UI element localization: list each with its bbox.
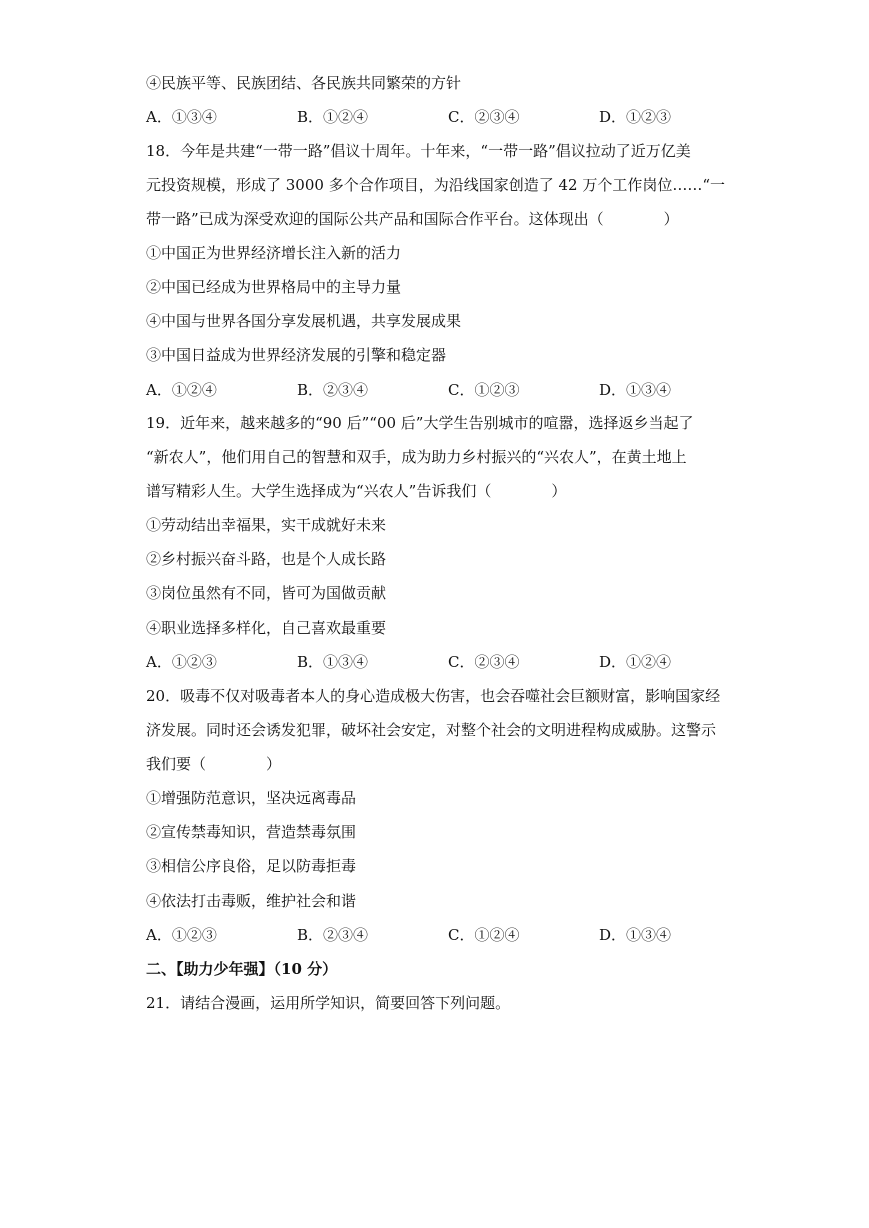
- q18-option-d[interactable]: D．①③④: [599, 381, 672, 399]
- section-2-heading: 二、【助力少年强】（10 分）: [146, 960, 338, 978]
- q18-option-c[interactable]: C．①②③: [448, 381, 520, 399]
- q20-stem-line-1: 20．吸毒不仅对吸毒者本人的身心造成极大伤害，也会吞噬社会巨额财富，影响国家经: [146, 687, 721, 705]
- q18-option-b[interactable]: B．②③④: [297, 381, 369, 399]
- q19-stem-line-2: “新农人”，他们用自己的智慧和双手，成为助力乡村振兴的“兴农人”，在黄土地上: [146, 448, 687, 466]
- q17-option-d[interactable]: D．①②③: [599, 108, 672, 126]
- q18-stem-line-2: 元投资规模，形成了 3000 多个合作项目，为沿线国家创造了 42 万个工作岗位……“一: [146, 176, 726, 194]
- q20-options: [146, 925, 746, 945]
- q20-stem-line-2: 济发展。同时还会诱发犯罪，破坏社会安定，对整个社会的文明进程构成威胁。这警示: [146, 721, 717, 739]
- q20-statement-4: ④依法打击毒贩，维护社会和谐: [146, 892, 357, 910]
- q20-option-d[interactable]: D．①③④: [599, 926, 672, 944]
- q19-stem-line-3: 谱写精彩人生。大学生选择成为“兴农人”告诉我们（ ）: [146, 482, 567, 500]
- q17-option-a[interactable]: A．①③④: [146, 108, 217, 126]
- q18-option-a[interactable]: A．①②④: [146, 381, 217, 399]
- q20-statement-2: ②宣传禁毒知识，营造禁毒氛围: [146, 823, 357, 841]
- q20-statement-1: ①增强防范意识，坚决远离毒品: [146, 789, 357, 807]
- q20-option-b[interactable]: B．②③④: [297, 926, 369, 944]
- q19-statement-1: ①劳动结出幸福果，实干成就好未来: [146, 516, 387, 534]
- q18-stem-line-1: 18．今年是共建“一带一路”倡议十周年。十年来，“一带一路”倡议拉动了近万亿美: [146, 142, 691, 160]
- q19-statement-4: ④职业选择多样化，自己喜欢最重要: [146, 619, 387, 637]
- q19-options: [146, 652, 746, 672]
- q18-statement-3: ③中国日益成为世界经济发展的引擎和稳定器: [146, 346, 447, 364]
- q19-option-b[interactable]: B．①③④: [297, 653, 369, 671]
- q18-statement-4: ④中国与世界各国分享发展机遇，共享发展成果: [146, 312, 462, 330]
- q19-stem-line-1: 19．近年来，越来越多的“90 后”“00 后”大学生告别城市的喧嚣，选择返乡当起了: [146, 414, 694, 432]
- q20-option-a[interactable]: A．①②③: [146, 926, 217, 944]
- q18-statement-1: ①中国正为世界经济增长注入新的活力: [146, 244, 402, 262]
- q17-options: [146, 107, 746, 127]
- q20-statement-3: ③相信公序良俗，足以防毒拒毒: [146, 857, 357, 875]
- q19-option-d[interactable]: D．①②④: [599, 653, 672, 671]
- q18-statement-2: ②中国已经成为世界格局中的主导力量: [146, 278, 402, 296]
- q17-statement-4: ④民族平等、民族团结、各民族共同繁荣的方针: [146, 74, 462, 92]
- q19-statement-3: ③岗位虽然有不同，皆可为国做贡献: [146, 584, 387, 602]
- q19-statement-2: ②乡村振兴奋斗路，也是个人成长路: [146, 550, 387, 568]
- q18-stem-line-3: 带一路”已成为深受欢迎的国际公共产品和国际合作平台。这体现出（ ）: [146, 210, 679, 228]
- q18-options: [146, 380, 746, 400]
- q17-option-b[interactable]: B．①②④: [297, 108, 369, 126]
- q20-stem-line-3: 我们要（ ）: [146, 755, 282, 773]
- q19-option-a[interactable]: A．①②③: [146, 653, 217, 671]
- q19-option-c[interactable]: C．②③④: [448, 653, 520, 671]
- q21-stem: 21．请结合漫画，运用所学知识，简要回答下列问题。: [146, 994, 511, 1012]
- q17-option-c[interactable]: C．②③④: [448, 108, 520, 126]
- q20-option-c[interactable]: C．①②④: [448, 926, 520, 944]
